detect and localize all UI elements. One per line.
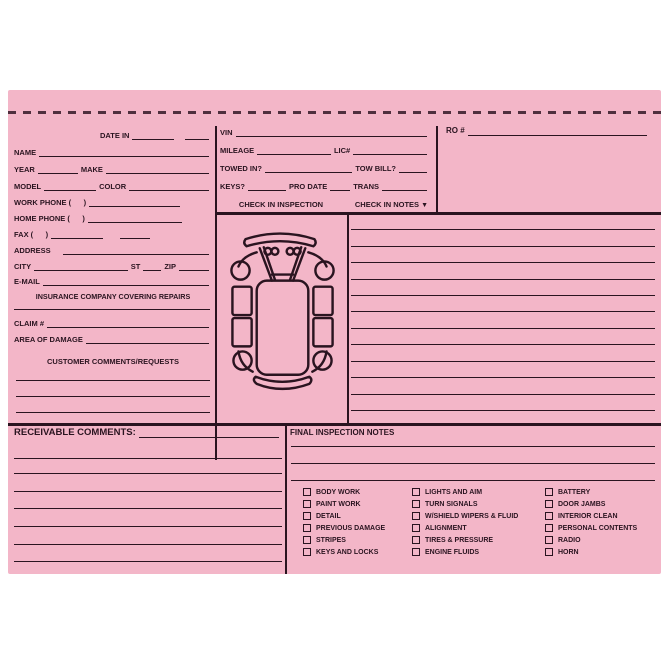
checklist-item [545, 500, 605, 508]
st-label: ST [130, 262, 141, 271]
checklist-item-label: HORN [558, 548, 579, 556]
work-phone-label: WORK PHONE ( ) [14, 198, 87, 207]
area-of-damage-label: AREA OF DAMAGE [14, 335, 83, 344]
address-field-row [14, 247, 212, 255]
ruled-line [351, 344, 655, 345]
receivable-comments-header-row [14, 428, 282, 438]
checklist-item-label: PREVIOUS DAMAGE [316, 524, 386, 532]
date-in-field-line[interactable] [132, 136, 174, 140]
checkbox-icon[interactable] [412, 536, 420, 544]
make-label: MAKE [80, 165, 103, 174]
receivable-comments-header: RECEIVABLE COMMENTS: [14, 427, 136, 438]
ruled-line [14, 491, 282, 492]
checklist-item-label: W/SHIELD WIPERS & FLUID [425, 512, 519, 520]
checklist-item-label: TURN SIGNALS [425, 500, 478, 508]
checkbox-icon[interactable] [412, 500, 420, 508]
ruled-line [351, 262, 655, 263]
fax-field-row [14, 231, 212, 239]
checkbox-icon[interactable] [545, 524, 553, 532]
checkbox-icon[interactable] [303, 488, 311, 496]
checklist-item [412, 524, 467, 532]
checkbox-icon[interactable] [545, 512, 553, 520]
ruled-line [14, 458, 282, 459]
receivable-final-divider-line [285, 423, 287, 574]
claim-label: CLAIM # [14, 319, 44, 328]
ruled-line [14, 508, 282, 509]
city-label: CITY [14, 262, 32, 271]
checklist-item-label: PERSONAL CONTENTS [558, 524, 638, 532]
checklist-item-label: ALIGNMENT [425, 524, 467, 532]
city-field-line[interactable] [34, 267, 128, 271]
zip-label: ZIP [164, 262, 176, 271]
ruled-line [16, 380, 210, 381]
checklist-item-label: ENGINE FLUIDS [425, 548, 480, 556]
ruled-line [291, 463, 655, 464]
lic-label: LIC# [333, 146, 351, 155]
ruled-line [351, 279, 655, 280]
date-in-field-row [100, 132, 212, 140]
car-damage-diagram[interactable] [224, 226, 340, 398]
checklist-item [545, 512, 618, 520]
checklist-item [545, 488, 590, 496]
ruled-line [351, 295, 655, 296]
keys-prodate-trans-field-row [220, 183, 430, 191]
ro-number-field-row [446, 127, 650, 136]
ruled-line [14, 561, 282, 562]
checklist-item [412, 512, 518, 520]
vin-field-row [220, 129, 430, 137]
checklist-item [545, 536, 581, 544]
checklist-item [303, 524, 385, 532]
claim-field-line[interactable] [47, 324, 209, 328]
checklist-item [303, 548, 378, 556]
ruled-line [351, 361, 655, 362]
checklist-item-label: STRIPES [316, 536, 346, 544]
fax-field-line-2[interactable] [120, 235, 150, 239]
model-field-line[interactable] [44, 187, 96, 191]
checklist-item [303, 512, 341, 520]
ruled-line [351, 246, 655, 247]
tow-bill-field-line[interactable] [399, 169, 427, 173]
home-phone-label: HOME PHONE ( ) [14, 214, 85, 223]
vin-label: VIN [220, 128, 233, 137]
checklist-item-label: PAINT WORK [316, 500, 361, 508]
check-in-notes-header[interactable] [347, 201, 436, 210]
towed-towbill-field-row [220, 165, 430, 173]
customer-vehicle-divider-line [215, 126, 217, 460]
checklist-item-label: DETAIL [316, 512, 341, 520]
claim-field-row [14, 320, 212, 328]
checklist-item-label: LIGHTS AND AIM [425, 488, 483, 496]
checkbox-icon[interactable] [412, 548, 420, 556]
model-label: MODEL [14, 182, 42, 191]
ruled-line [14, 544, 282, 545]
vehicle-ro-divider-line [436, 126, 438, 213]
checklist-item [412, 488, 482, 496]
keys-label: KEYS? [220, 182, 246, 191]
ruled-line [351, 311, 655, 312]
ruled-line [351, 328, 655, 329]
towed-in-label: TOWED IN? [220, 164, 262, 173]
towed-in-field-line[interactable] [265, 169, 352, 173]
checkbox-icon[interactable] [412, 512, 420, 520]
address-label: ADDRESS [14, 246, 51, 255]
email-label: E-MAIL [14, 277, 40, 286]
checklist-item-label: BATTERY [558, 488, 591, 496]
receivable-comments-field-line[interactable] [139, 434, 279, 438]
middle-section-bottom-line [8, 423, 661, 426]
inspection-notes-divider-line [347, 212, 349, 424]
insurance-section-header: INSURANCE COMPANY COVERING REPAIRS [35, 292, 191, 301]
checklist-item-label: RADIO [558, 536, 581, 544]
insurance-field-line[interactable] [14, 309, 210, 310]
home-phone-field-row [14, 215, 212, 223]
chevron-down-icon: ▼ [421, 202, 429, 209]
ruled-line [14, 473, 282, 474]
checklist-item-label: TIRES & PRESSURE [425, 536, 494, 544]
area-of-damage-field-line[interactable] [86, 340, 209, 344]
trans-label: TRANS [353, 182, 380, 191]
pro-date-field-line[interactable] [330, 187, 350, 191]
mileage-lic-field-row [220, 147, 430, 155]
vehicle-panel-bottom-line [215, 212, 661, 215]
ruled-line [16, 396, 210, 397]
home-phone-field-line[interactable] [88, 219, 182, 223]
checkbox-icon[interactable] [545, 548, 553, 556]
mileage-field-line[interactable] [257, 151, 331, 155]
st-field-line[interactable] [143, 267, 161, 271]
ro-number-label: RO # [446, 126, 465, 135]
checklist-item-label: KEYS AND LOCKS [316, 548, 379, 556]
ruled-line [14, 526, 282, 527]
year-field-line[interactable] [38, 170, 78, 174]
checklist-item-label: BODY WORK [316, 488, 361, 496]
ruled-line [291, 446, 655, 447]
lic-field-line[interactable] [353, 151, 427, 155]
ruled-line [351, 229, 655, 230]
checklist-item [303, 536, 346, 544]
name-field-line[interactable] [39, 153, 209, 157]
date-in-field-line-2[interactable] [185, 136, 209, 140]
checklist-item [412, 500, 478, 508]
vin-field-line[interactable] [236, 133, 427, 137]
final-inspection-header: FINAL INSPECTION NOTES [290, 428, 395, 437]
model-color-field-row [14, 183, 212, 191]
make-field-line[interactable] [106, 170, 209, 174]
checkbox-icon[interactable] [412, 524, 420, 532]
date-in-label: DATE IN [100, 131, 130, 140]
work-phone-field-row [14, 199, 212, 207]
email-field-line[interactable] [43, 282, 209, 286]
area-of-damage-field-row [14, 336, 212, 344]
fax-label: FAX ( ) [14, 230, 49, 239]
checklist-item-label: INTERIOR CLEAN [558, 512, 618, 520]
checklist-item-label: DOOR JAMBS [558, 500, 606, 508]
flap-fold-dashed-line [8, 111, 661, 114]
year-make-field-row [14, 166, 212, 174]
year-label: YEAR [14, 165, 35, 174]
ruled-line [291, 480, 655, 481]
check-in-notes-header-label: CHECK IN NOTES [354, 200, 420, 209]
checklist-item [412, 548, 479, 556]
trans-field-line[interactable] [382, 187, 427, 191]
work-phone-field-line[interactable] [89, 203, 180, 207]
checkbox-icon[interactable] [303, 524, 311, 532]
checklist-item [545, 524, 637, 532]
checkbox-icon[interactable] [545, 488, 553, 496]
checklist-item [545, 548, 579, 556]
check-in-inspection-header: CHECK IN INSPECTION [238, 200, 324, 209]
email-field-row [14, 278, 212, 286]
ruled-line [16, 412, 210, 413]
checkbox-icon[interactable] [545, 536, 553, 544]
name-field-row [14, 149, 212, 157]
mileage-label: MILEAGE [220, 146, 255, 155]
fax-field-line[interactable] [51, 235, 103, 239]
checklist-item [303, 488, 360, 496]
checklist-item [412, 536, 493, 544]
tow-bill-label: TOW BILL? [355, 164, 396, 173]
color-field-line[interactable] [129, 187, 209, 191]
customer-comments-header: CUSTOMER COMMENTS/REQUESTS [47, 357, 179, 366]
keys-field-line[interactable] [248, 187, 286, 191]
ruled-line [351, 410, 655, 411]
city-st-zip-field-row [14, 263, 212, 271]
checklist-item [303, 500, 361, 508]
ruled-line [351, 377, 655, 378]
checkbox-icon[interactable] [303, 536, 311, 544]
name-label: NAME [14, 148, 37, 157]
checkbox-icon[interactable] [303, 512, 311, 520]
ruled-line [351, 394, 655, 395]
checkbox-icon[interactable] [545, 500, 553, 508]
color-label: COLOR [99, 182, 127, 191]
ro-number-field-line[interactable] [468, 132, 647, 136]
car-top-view-icon [224, 226, 340, 398]
checkbox-icon[interactable] [412, 488, 420, 496]
checkbox-icon[interactable] [303, 548, 311, 556]
zip-field-line[interactable] [179, 267, 209, 271]
address-field-line[interactable] [63, 251, 209, 255]
checkbox-icon[interactable] [303, 500, 311, 508]
pro-date-label: PRO DATE [289, 182, 328, 191]
